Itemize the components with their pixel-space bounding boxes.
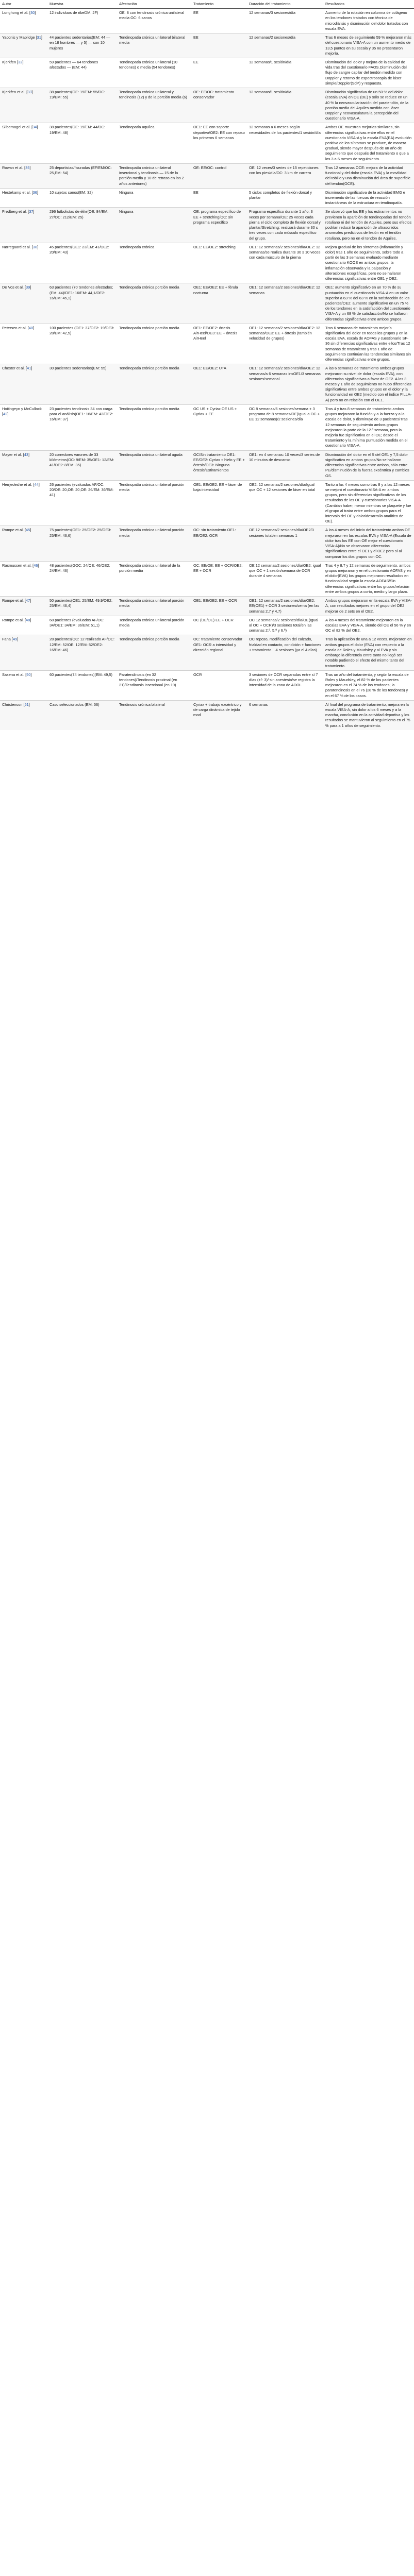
author-cell: Christenson [51] (0, 700, 47, 730)
affectation-cell: Tendinopatía crónica (117, 243, 191, 283)
duration-cell: 12 semanas/1 sesión/día (247, 88, 323, 123)
results-cell: Tras 4 y 8,7 y 12 semanas de seguimiento, ambos grupos mejoraron y en el cuestionario AOFAS y en el dolor(EVA) los grupos mejoraron resultados en funcionalidad según la escala AOFAS/Sin diferencias significativas entre los grupos/relación entre ambos grupos a corto, medio y largo plazo. (323, 561, 414, 596)
table-row (0, 283, 414, 324)
affectation-cell: Tendinopatía crónica unilateral porción media (117, 616, 191, 635)
affectation-cell: Tendinopatía crónica unilateral y tendinosis (12) y de la porción media (6) (117, 88, 191, 123)
treatment-cell: OC: tratamiento conservador OE1: OCR a intensidad y dirección regional (191, 635, 247, 670)
table-row (0, 33, 414, 58)
author-name: Longhong et al. (2, 10, 28, 15)
author-name: De Vos et al. (2, 285, 24, 290)
header-duration: Duración del tratamiento (247, 0, 323, 9)
results-cell: Tanto a las 4 meses como tras 8 y a las 12 meses se mejoró el cuestionario VISA-A en ambos grupos, pero sin diferencias significativas de los resultados de los OE y cuestionarios VISA-A (Cambian haber, menor mientras se plaquete y fue el grupo al tratar entre ambos grupos para el intervalo del OE y dolor/desarrollo analítico de OE). (323, 480, 414, 526)
duration-cell: 12 semanas/1 sesión/día (247, 58, 323, 88)
results-cell: A los 4 meses del inicio del tratamiento ambos OE mejoraron en las escalas EVA y VISA-A (Escala de dolor tras los EE con OE mejor el cuestionario VISA-A)/No se observaron diferencias significativas entre el OE1 y el OE2 pero sí al comparar los dos grupos con OC. (323, 526, 414, 561)
sample-cell: 48 pacientes(GOC: 24/OE: 46/OE2: 24/EM: 46) (47, 561, 117, 596)
reference-link[interactable]: 44 (34, 482, 39, 487)
affectation-cell: Tendinopatía crónica unilateral porción media (117, 480, 191, 526)
results-cell: Tras 4 y tras 8 semanas de tratamiento ambos grupos mejoraron la función y a la fuerza y a la escala de dolor, y disminuye de 3 pacientes/Tras 12 semanas de seguimiento ambos grupos mejoraron la parte de la 12.ª semana, pero la mejoría fue significativa en el OE; desde el tratamiento y la mínima puntuación medida en el cuestionario VISA-A. (323, 404, 414, 450)
table-row (0, 88, 414, 123)
results-cell: Al final del programa de tratamiento, mejora en la escala VISA-A, sin dolor a los 6 meses y a la marcha, conclusión en la actividad deportiva y los resultados se mantuvieron al seguimiento en el 75 % para a 1 años de seguimiento. (323, 700, 414, 730)
duration-cell: 12 semanas a 6 meses según necesidades de los pacientes/1 sesión/día (247, 123, 323, 164)
treatment-cell: OE1: EE con soporte deportivo/OE2: EE con reposo los primeros 6 semanas (191, 123, 247, 164)
header-author: Autor (0, 0, 47, 9)
header-sample: Muestra (47, 0, 117, 9)
author-name: Kjerkfen (2, 59, 16, 64)
treatment-cell: EE (191, 9, 247, 33)
treatment-cell: OE1: EE/OE2: EE + OCR (191, 597, 247, 616)
author-cell: Rompe et al. [48] (0, 616, 47, 635)
author-name: Christenson (2, 702, 23, 707)
author-name: Nørregaard et al. (2, 244, 31, 249)
affectation-cell: Tendinopatía crónica porción media (117, 404, 191, 450)
author-name: Fredberg et al. (2, 209, 27, 214)
treatment-cell: EE (191, 58, 247, 88)
results-cell: Mejora gradual de los síntomas (inflamación y dolor) tras 1 año de seguimiento, sobre todo a partir de las 3 semanas evaluado mediante cuestionario KOOS en ambos grupos, la inflamación observada y la palpación y alteraciones ecográficas, pero no se hallaron diferencias significativas entre OE1 y OE2. (323, 243, 414, 283)
sample-cell: 60 pacientes(74 tendones)(EM: 49,5) (47, 670, 117, 700)
treatment-cell: OC (DE/OE) EE + OCR (191, 616, 247, 635)
reference-link[interactable]: 38 (32, 244, 38, 249)
duration-cell: OE1: en 4 semanas: 10 veces/3 series de 10 minutos de descanso (247, 450, 323, 480)
affectation-cell: Tendinopatía crónica unilateral porción media (117, 597, 191, 616)
affectation-cell: Tendinopatía crónica unilateral de la porción media (117, 561, 191, 596)
duration-cell: 5 ciclos completos de flexión dorsal y plantar (247, 188, 323, 208)
author-name: Hestekamp et al. (2, 190, 31, 195)
reference-link[interactable]: 48 (26, 617, 30, 622)
reference-link[interactable]: 36 (32, 190, 37, 195)
table-row (0, 561, 414, 596)
table-body (0, 9, 414, 730)
sample-cell: 26 pacientes (evaluados AF/OC: 20/OE: 20,OE: 20,OE: 26/EM: 36/EM: 41) (47, 480, 117, 526)
results-cell: A los 4 meses del tratamiento mejoraron en la escalas EVA y VISA-A, siendo del OE el 56 % y en OC el 82 % del OE2. (323, 616, 414, 635)
duration-cell: OC 8 semanas/6 sesiones/semana + 3 programa de 8 semanas/OE(Igual a OC + EE 12 semanas)/2 sesiones/día (247, 404, 323, 450)
results-cell: Ambos OE muestran mejorías similares, sin diferencias significativas entre ellos en el cuestionario VISA-A y la escala EVA(EA) evolución positiva de los síntomas se produce, de manera gradual, siendo mayor después de un año de seguimiento que después del tratamiento o que a los 3 a 6 meses de seguimiento. (323, 123, 414, 164)
duration-cell: OE1: 12 semanas/2 sesiones/día/OE2: 12 semanas (247, 283, 323, 324)
affectation-cell: Ninguna (117, 208, 191, 243)
duration-cell: OE2: 12 semanas/2 sesiones/día/Igual que OC + 12 sesiones de láser en total (247, 480, 323, 526)
header-results: Resultados (323, 0, 414, 9)
table-row (0, 364, 414, 405)
author-name: Herrjedeshe et al. (2, 482, 32, 487)
table-row (0, 526, 414, 561)
reference-link[interactable]: 37 (29, 209, 34, 214)
duration-cell: OE1: 12 semanas/2 sesiones/día/OE2: 12 semanas/se realiza durante 30 s 10 veces con cada músculo de la pierna (247, 243, 323, 283)
reference-link[interactable]: 45 (26, 528, 30, 533)
sample-cell: 20 corredores varones de 33 kilómetros(OC: 9/EM: 35/OE1: 12/EM: 41/OE2: 8/EM: 35) (47, 450, 117, 480)
table-row (0, 597, 414, 616)
affectation-cell: Tendinopatía crónica unilateral porción media (117, 526, 191, 561)
author-cell: Chester et al. [41] (0, 364, 47, 405)
results-cell: Se observó que los EE y los estiramientos no previenen la aparición de tendinopatías del tendón rotuliano ni del tendón de Aquiles, pero sus efectos podrían reducir la aparición de ultrasonidos anormales predictivos de lesión en el tendón rotuliano, pero no en el tendón de Aquiles. (323, 208, 414, 243)
affectation-cell: OE: 8 con tendinosis crónica unilateral media OC: 6 sanos (117, 9, 191, 33)
affectation-cell: Tendinopatía crónica unilateral (10 tendones) o media (54 tendones) (117, 58, 191, 88)
duration-cell: OC 12 semanas/2 sesiones/día/OE(Igual al OC + OCR)/3 sesiones total/en las semanas 2.ª, 5.ª y 6.ª) (247, 616, 323, 635)
treatment-cell: OE: programa específico de EE + stretching/OC: sin programa específico (191, 208, 247, 243)
author-name: Mayer et al. (2, 452, 22, 457)
table-row (0, 404, 414, 450)
author-name: Silbernagel et al. (2, 125, 31, 130)
sample-cell: 100 pacientes (OE1: 37/OE2: 19/OE3: 28/EM: 42,5) (47, 324, 117, 364)
results-table (0, 0, 414, 730)
affectation-cell: Tendinopatía aquílea (117, 123, 191, 164)
results-cell: Tras 12 semanas OCE: mejora de la actividad funcional y del dolor (escala EVA) y la movilidad del tobillo y una disminución del área de superficie del tendón(OCE). (323, 163, 414, 188)
results-cell: Tras un año del tratamiento, y según la escala de Roles y Maudsley, el 82 % de los pacientes mejoraron en el 74 % de los tendones; la paratendinosis en el 76 (28 % de los tendones) y en el 67 % de los casos. (323, 670, 414, 700)
table-row (0, 208, 414, 243)
duration-cell: OE: 12 veces/3 series de 15 repeticiones con los pies/día/OC: 3 km de carrera (247, 163, 323, 188)
sample-cell: 38 pacientes(GE: 19/EM: 44/OC: 19/EM: 48) (47, 123, 117, 164)
table-row (0, 616, 414, 635)
duration-cell: OE 12 semanas/2 sesiones/día/OE2/3 sesiones total/en semanas 1 (247, 526, 323, 561)
affectation-cell: Paratendinosis (en 32 tendones)/Tendinosis proximal (en 21)/Tendinosis insercional (en 19) (117, 670, 191, 700)
author-cell: Rompe et al. [45] (0, 526, 47, 561)
author-name: Rompe et al. (2, 528, 24, 533)
reference-link[interactable]: 46 (34, 563, 38, 568)
author-name: Rompe et al. (2, 617, 24, 622)
author-cell: Hestekamp et al. [36] (0, 188, 47, 208)
author-name: Rowan et al. (2, 165, 24, 170)
duration-cell: OE1: 12 semanas/2 sesiones/día/OE2: EE(OE1) + OCR 3 sesiones/sema (en las semanas 2,7 y 4,7) (247, 597, 323, 616)
treatment-cell: EE (191, 188, 247, 208)
author-cell: Hoitingeyn y McCullock [42] (0, 404, 47, 450)
affectation-cell: Tendinopatía crónica porción media (117, 635, 191, 670)
treatment-cell: OE1: EE/OE2: stretching (191, 243, 247, 283)
duration-cell: 12 semanas/2 sesiones/día (247, 33, 323, 58)
table-row (0, 324, 414, 364)
treatment-cell: OE: EE/OC: control (191, 163, 247, 188)
treatment-cell: OE: EE/OC: tratamiento conservador (191, 88, 247, 123)
reference-link[interactable]: 41 (27, 366, 31, 371)
treatment-cell: Cyriax + trabajo excéntrico y de carga dinámica de tejido mod (191, 700, 247, 730)
sample-cell: 68 pacientes (evaluados AF/OC: 34/OE1: 34/EM: 36/EM: 51,1) (47, 616, 117, 635)
author-cell: Fana [49] (0, 635, 47, 670)
results-cell: Aumento de la rotación en columna de colágeno en los tendones tratados con técnica de microdiálisis y disminución del dolor tratados con escala EVA. (323, 9, 414, 33)
table-row (0, 163, 414, 188)
table-row (0, 243, 414, 283)
duration-cell: 3 sesiones de OCR separadas entre sí 7 días (+/- 3)/ sin anestesia/se registra la intensidad de la zona de ADOL (247, 670, 323, 700)
author-name: Yaconis y Maplidge (2, 35, 35, 40)
reference-link[interactable]: 50 (26, 672, 31, 677)
table-row (0, 635, 414, 670)
reference-link[interactable]: 32 (18, 59, 23, 64)
author-cell: Petersen et al. [40] (0, 324, 47, 364)
sample-cell: 12 individuos de ribeDM, 2F) (47, 9, 117, 33)
author-cell: Rompe et al. [47] (0, 597, 47, 616)
author-cell: Silbernagel et al. [34] (0, 123, 47, 164)
results-cell: OE1: aumento significativo en un 70 % de su puntuación en el cuestionario VISA-A en un valor superior a 63 % del 63 % en la satisfacción de los pacientes/OE2: aumento significativo en un 75 % de los tendones en la satisfacción del cuestionario VISA-A y un 68 % de satisfacción/No se hallaron diferencias significativas entre ambos grupos. (323, 283, 414, 324)
treatment-cell: OC US + Cyriax OE US + Cyriax + EE (191, 404, 247, 450)
results-cell: Disminución significativa de un 50 % del dolor (escala EVA) en OE (DE) y sólo se reduce en un 40 % la neovascularización del paratendón, de la porción media del Aquiles medido con láser Doppler y neovasculatura la percepción del cuestionario VISA-A. (323, 88, 414, 123)
table-row (0, 450, 414, 480)
sample-cell: 63 pacientes (70 tendones afectados; (EM: 44)/OE1: 16/EM: 44,1/OE2: 16/EM: 45,1) (47, 283, 117, 324)
duration-cell: Programa específico durante 1 año: 3 veces por semana/OE: 25 veces cada pierna el ciclo completo de flexión dorsal y plantar/Stretching: realizará durante 30 s tres veces con cada músculo específico del grupo. (247, 208, 323, 243)
reference-link[interactable]: 51 (24, 702, 29, 707)
author-cell: Nørregaard et al. [38] (0, 243, 47, 283)
duration-cell: OE1: 12 semanas/2 sesiones/día/OE2: 12 semanas/a 6 semanas insOE1/3 semanas sesiones/semanal (247, 364, 323, 405)
sample-cell: 44 pacientes sedentarios(EM: 44 — en 18 hombres — y 5) — con 10 mujeres (47, 33, 117, 58)
results-cell: Ambos grupos mejoraron en la escala EVA y VISA-A, con resultados mejores en el grupo del OE2 mejorar de 2 sets en el OE2. (323, 597, 414, 616)
treatment-cell: OC: sin tratamiento OE1: EE/OE2: OCR (191, 526, 247, 561)
author-cell: Mayer et al. [43] (0, 450, 47, 480)
table-row (0, 9, 414, 33)
reference-link[interactable]: 40 (28, 325, 34, 330)
table-row (0, 123, 414, 164)
author-name: Rompe et al. (2, 598, 24, 603)
author-cell: Yaconis y Maplidge [31] (0, 33, 47, 58)
treatment-cell: OC/Sin tratamiento OE1: EE/OE2: Cyriax + hielo y EE + órtesis/OE3: Ninguna órtesis/Estiramientos (191, 450, 247, 480)
sample-cell: 59 pacientes — 64 tendones afectados — (EM: 44) (47, 58, 117, 88)
treatment-cell: OE1: EE/OE2: UTA (191, 364, 247, 405)
results-cell: Tras 6 meses de seguimiento 59 % mejoraron más del cuestionario VISA-A con un aumento medio de 13,5 puntos en su escala y 35 no presentaron mejoría. (323, 33, 414, 58)
affectation-cell: Tendinopatía crónica unilateral insercional y tendinosis — 15 de la porción media y 10 de retraso en los 2 años anteriores) (117, 163, 191, 188)
results-cell: Tras 6 semanas de tratamiento mejoría significativa del dolor en todos los grupos y en la escala EVA, escala de AOFAS y cuestionario SF-36 sin diferencias significativas entre ellos/Tras 12 semanas de tratamiento y tras 1 año de seguimiento continúan las tendencias similares sin diferencias significativas entre grupos. (323, 324, 414, 364)
results-cell: Disminución del dolor y mejora de la calidad de vida tras del cuestionario FAOS.Disminución del flujo de sangre capilar del tendón medido con Doppler y retorno de espectroscopia de láser simple/Doppler(SdP) y respuesta. (323, 58, 414, 88)
header-treatment: Tratamiento (191, 0, 247, 9)
author-cell: Kjerkfen [32] (0, 58, 47, 88)
author-name: Saxena et al. (2, 672, 25, 677)
table-row (0, 670, 414, 700)
sample-cell: 45 pacientes(GE1: 23/EM: 41/OE2: 20/EM: 43) (47, 243, 117, 283)
affectation-cell: Tendinosis crónica bilateral (117, 700, 191, 730)
table-row (0, 480, 414, 526)
table-row (0, 58, 414, 88)
results-cell: Disminución significativa de la actividad EMG e incremento de las fuerzas de reacción instantáneas de la estructura en tendinopatía. (323, 188, 414, 208)
sample-cell: 38 pacientes(GE: 19/EM: 55/OC: 19/EM: 55) (47, 88, 117, 123)
duration-cell: 6 semanas (247, 700, 323, 730)
duration-cell: OC reposo, modificación del calzado, frialdad en contacto, condición + funciones + tratamiento... 4 sesiones (ya el 4 días) (247, 635, 323, 670)
header-affectation: Afectación (117, 0, 191, 9)
treatment-cell: OE1: EE/OE2: EE + férula nocturna (191, 283, 247, 324)
sample-cell: 30 pacientes sedentarios(EM: 55) (47, 364, 117, 405)
sample-cell: 23 pacientes tendinosis 34 con carga para el análisis(OE1: 16/EM: 42/OE2: 16/EM: 37) (47, 404, 117, 450)
author-name: Kjerkfen et al. (2, 90, 26, 95)
table-row (0, 700, 414, 730)
author-cell: Fredberg et al. [37] (0, 208, 47, 243)
author-name: Rasmussen et al. (2, 563, 32, 568)
affectation-cell: Ninguna (117, 188, 191, 208)
treatment-cell: OE1: EE/OE2: órtesis AirHeel/OE3: EE + órtesis AirHeel (191, 324, 247, 364)
affectation-cell: Tendinopatía crónica unilateral bilateral media (117, 33, 191, 58)
reference-link[interactable]: 49 (12, 637, 18, 642)
affectation-cell: Tendinopatía crónica porción media (117, 324, 191, 364)
author-name: Hoitingeyn y McCullock (2, 406, 42, 411)
author-cell: Herrjedeshe et al. [44] (0, 480, 47, 526)
reference-link[interactable]: 30 (30, 10, 35, 15)
reference-link[interactable]: 42 (3, 412, 8, 417)
author-cell: Saxena et al. [50] (0, 670, 47, 700)
affectation-cell: Tendinopatía crónica porción media (117, 364, 191, 405)
author-name: Fana (2, 637, 11, 642)
results-cell: A las 6 semanas de tratamiento ambos grupos mejoraron su nivel de dolor (escala EVA), con diferencias significativas a favor de OE2. A los 3 meses y 1 año de seguimiento no hubo diferencias significativas entre ambos grupos en el dolor y la funcionalidad en OE2 (medido con el índice FILLA-A) pero no en relación con el OE1. (323, 364, 414, 405)
reference-link[interactable]: 47 (26, 598, 30, 603)
sample-cell: 25 deportistas/fisuradas (EF/EM/OC: 25,EM: 54) (47, 163, 117, 188)
treatment-cell: OCR (191, 670, 247, 700)
results-cell: Disminución del dolor en el 5 del OE1 y 7,5 dolor significativa en ambos grupos/No se hallaron diferencias significativas entre ambos, sólo entre PE/disminución de la fuerza excéntrica y cambios GS. (323, 450, 414, 480)
author-cell: Rasmussen et al. [46] (0, 561, 47, 596)
duration-cell: OE1: 12 semanas/2 sesiones/día/OE2: 12 semanas/OE3: EE + órtesis (también velocidad de grupos) (247, 324, 323, 364)
reference-link[interactable]: 33 (27, 90, 32, 95)
reference-link[interactable]: 39 (26, 285, 30, 290)
author-name: Petersen et al. (2, 325, 27, 330)
sample-cell: 10 sujetos sanos(EM: 32) (47, 188, 117, 208)
reference-link[interactable]: 35 (25, 165, 30, 170)
sample-cell: 28 pacientes(OC: 12 realizado AF/OC: 12/EM: 52/OE: 12/EM: 52/OE2: 16/EM: 46) (47, 635, 117, 670)
treatment-cell: OE1: EE/OE2: EE + láser de baja intensidad (191, 480, 247, 526)
affectation-cell: Tendinopatía crónica porción media (117, 283, 191, 324)
table-row (0, 188, 414, 208)
sample-cell: Caso seleccionados (EM: 56) (47, 700, 117, 730)
treatment-cell: EE (191, 33, 247, 58)
header-row (0, 0, 414, 9)
duration-cell: OE 12 semanas/2 sesiones/día/OE2: igual que OC + 1 sesión/semana de OCR durante 4 semanas (247, 561, 323, 596)
reference-link[interactable]: 43 (24, 452, 28, 457)
sample-cell: 50 pacientes(OE1: 25/EM: 49,9/OE2: 25/EM: 46,4) (47, 597, 117, 616)
treatment-cell: OC: EE/OE: EE + OCR/OE2: EE + OCR (191, 561, 247, 596)
results-cell: Tras la aplicación de una a 12 veces. mejoraron en ambos grupos el dolor (EVA) con respecto a la escala de Roles y Maudsley y al EVA y sin embargo la diferencia entre tanto no llegó ser notable pudiendo el efecto del mismo tanto del tratamiento. (323, 635, 414, 670)
reference-link[interactable]: 31 (37, 35, 41, 40)
author-cell: De Vos et al. [39] (0, 283, 47, 324)
author-name: Chester et al. (2, 366, 25, 371)
author-cell: Longhong et al. [30] (0, 9, 47, 33)
sample-cell: 75 pacientes(OE1: 25/OE2: 25/OE3: 25/EM: 46,6) (47, 526, 117, 561)
author-cell: Kjerkfen et al. [33] (0, 88, 47, 123)
duration-cell: 12 semanas/3 sesiones/día (247, 9, 323, 33)
affectation-cell: Tendinopatía crónica unilateral aguda (117, 450, 191, 480)
author-cell: Rowan et al. [35] (0, 163, 47, 188)
reference-link[interactable]: 34 (32, 125, 37, 130)
sample-cell: 296 futbolistas de élite(OE: 84/EM: 27/OC: 212/EM: 25) (47, 208, 117, 243)
